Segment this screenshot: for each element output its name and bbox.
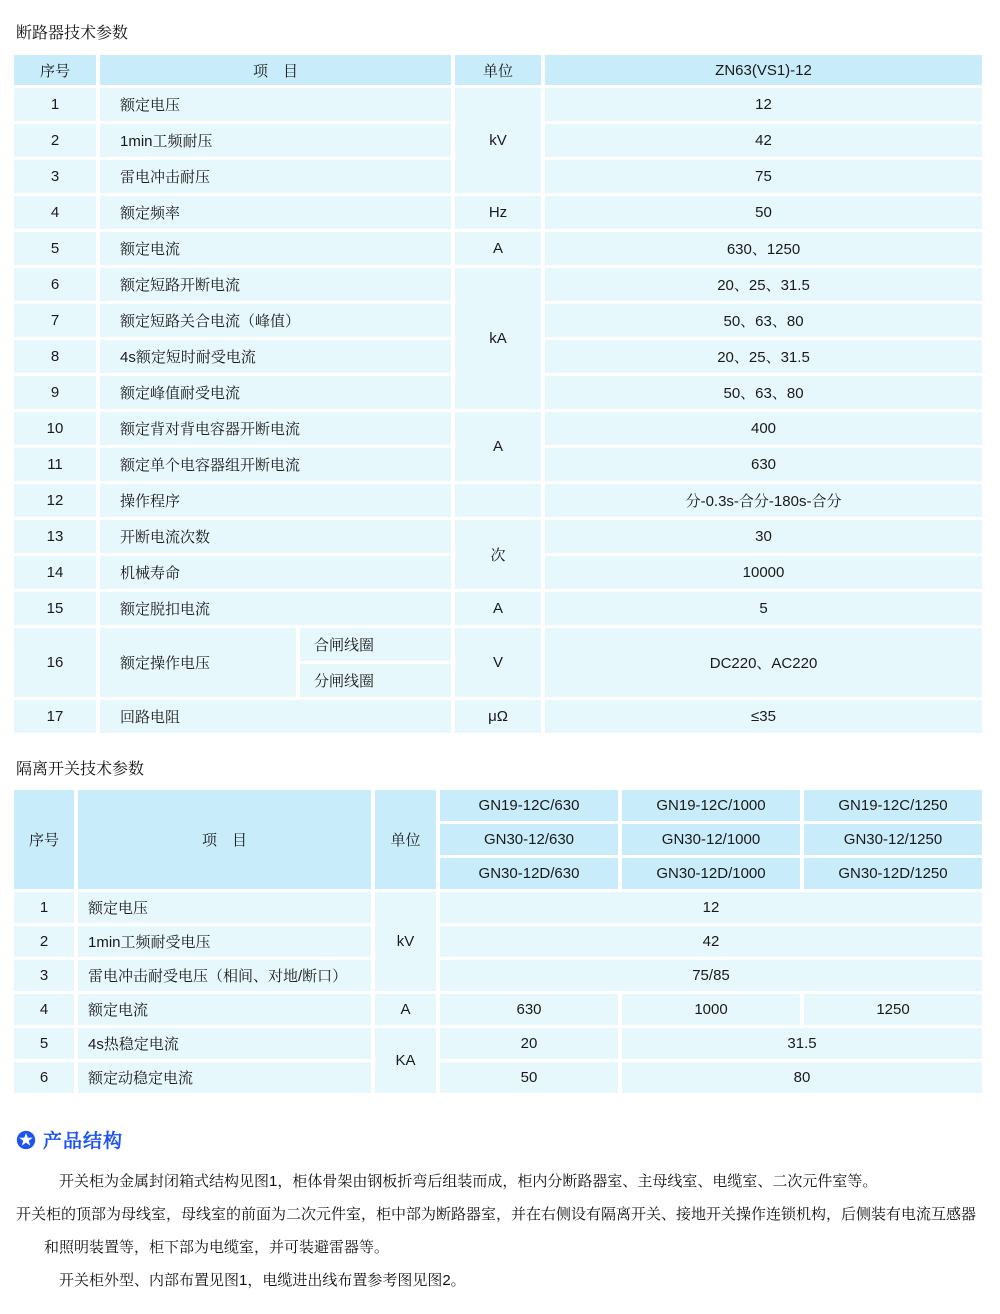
- cell-value: 80: [622, 1062, 986, 1096]
- product-structure-heading: [16, 1126, 986, 1153]
- cell-item: 额定脱扣电流: [100, 592, 455, 628]
- table-row: [14, 892, 986, 926]
- cell-no: 6: [14, 268, 100, 304]
- paragraph: 开关柜为金属封闭箱式结构见图1，柜体骨架由钢板折弯后组装而成，柜内分断路器室、主母线室、电缆室、二次元件室等。: [59, 1173, 878, 1190]
- cell-item: 机械寿命: [100, 556, 455, 592]
- cell-value: ≤35: [545, 700, 986, 736]
- header-model: GN30-12/1250: [804, 824, 986, 858]
- breaker-params-table: [14, 55, 986, 736]
- cell-no: 16: [14, 628, 100, 700]
- cell-item: 额定电流: [100, 232, 455, 268]
- cell-value: 50、63、80: [545, 376, 986, 412]
- cell-value: 12: [545, 88, 986, 124]
- cell-unit: [455, 484, 545, 520]
- cell-unit: A: [455, 592, 545, 628]
- table-row: [14, 88, 986, 124]
- breaker-table-title: 断路器技术参数: [16, 25, 129, 42]
- header-no: 序号: [14, 55, 100, 88]
- header-model: GN30-12/630: [440, 824, 622, 858]
- table-row: [14, 960, 986, 994]
- cell-unit: A: [455, 412, 545, 484]
- header-model: GN30-12/1000: [622, 824, 804, 858]
- table-row: [14, 1062, 986, 1096]
- cell-item: 开断电流次数: [100, 520, 455, 556]
- cell-item: 额定电压: [78, 892, 375, 926]
- cell-no: 4: [14, 994, 78, 1028]
- cell-unit: KA: [375, 1028, 440, 1096]
- cell-value: 31.5: [622, 1028, 986, 1062]
- cell-item: 额定电压: [100, 88, 455, 124]
- header-item: 项 目: [100, 55, 455, 88]
- cell-unit: kV: [455, 88, 545, 196]
- table-row: [14, 994, 986, 1028]
- cell-item: 雷电冲击耐压: [100, 160, 455, 196]
- cell-value: 20: [440, 1028, 622, 1062]
- cell-unit: V: [455, 628, 545, 700]
- cell-item: 1min工频耐受电压: [78, 926, 375, 960]
- cell-no: 4: [14, 196, 100, 232]
- disconnector-table-title: 隔离开关技术参数: [16, 761, 145, 778]
- cell-no: 13: [14, 520, 100, 556]
- header-model: GN30-12D/630: [440, 858, 622, 892]
- cell-item: 回路电阻: [100, 700, 455, 736]
- cell-item: 额定操作电压: [100, 628, 300, 700]
- cell-unit: kA: [455, 268, 545, 412]
- cell-value: 50: [440, 1062, 622, 1096]
- cell-no: 3: [14, 960, 78, 994]
- cell-value: 1250: [804, 994, 986, 1028]
- cell-no: 6: [14, 1062, 78, 1096]
- product-structure-text: [14, 1165, 986, 1297]
- cell-value: 50、63、80: [545, 304, 986, 340]
- header-no: 序号: [14, 790, 78, 892]
- table-row: [14, 520, 986, 556]
- cell-no: 5: [14, 1028, 78, 1062]
- cell-value: 630: [440, 994, 622, 1028]
- paragraph: 开关柜外型、内部布置见图1，电缆进出线布置参考图见图2。: [59, 1272, 466, 1289]
- cell-value: 42: [440, 926, 986, 960]
- header-model: GN19-12C/630: [440, 790, 622, 824]
- table-header-row: [14, 790, 986, 824]
- cell-unit: A: [375, 994, 440, 1028]
- cell-no: 9: [14, 376, 100, 412]
- cell-item: 4s热稳定电流: [78, 1028, 375, 1062]
- cell-no: 10: [14, 412, 100, 448]
- table-row: [14, 268, 986, 304]
- cell-no: 12: [14, 484, 100, 520]
- cell-no: 17: [14, 700, 100, 736]
- cell-item: 额定背对背电容器开断电流: [100, 412, 455, 448]
- table-row: [14, 196, 986, 232]
- header-unit: 单位: [455, 55, 545, 88]
- cell-no: 11: [14, 448, 100, 484]
- cell-no: 15: [14, 592, 100, 628]
- cell-unit: Hz: [455, 196, 545, 232]
- cell-subitem-bottom: 分闸线圈: [300, 664, 455, 700]
- header-item: 项 目: [78, 790, 375, 892]
- cell-unit: A: [455, 232, 545, 268]
- cell-value: 20、25、31.5: [545, 340, 986, 376]
- cell-value: 分-0.3s-合分-180s-合分: [545, 484, 986, 520]
- cell-item: 额定单个电容器组开断电流: [100, 448, 455, 484]
- table-row: [14, 926, 986, 960]
- header-model: GN30-12D/1250: [804, 858, 986, 892]
- cell-no: 7: [14, 304, 100, 340]
- cell-item: 1min工频耐压: [100, 124, 455, 160]
- header-unit: 单位: [375, 790, 440, 892]
- cell-value: 75/85: [440, 960, 986, 994]
- cell-value: 50: [545, 196, 986, 232]
- table-row: [14, 1028, 986, 1062]
- cell-value: 630、1250: [545, 232, 986, 268]
- star-in-circle-icon: [16, 1130, 36, 1150]
- product-structure-title: 产品结构: [43, 1131, 124, 1152]
- table-row: [14, 592, 986, 628]
- paragraph: 开关柜的顶部为母线室，母线室的前面为二次元件室，柜中部为断路器室，并在右侧设有隔离开关、接地开关操作连锁机构，后侧装有电流互感器和照明装置等，柜下部为电缆室，并可装避雷器等。: [16, 1206, 977, 1256]
- cell-item: 额定电流: [78, 994, 375, 1028]
- table-row: [14, 232, 986, 268]
- cell-item: 额定动稳定电流: [78, 1062, 375, 1096]
- header-model: GN19-12C/1000: [622, 790, 804, 824]
- cell-value: 5: [545, 592, 986, 628]
- cell-unit: μΩ: [455, 700, 545, 736]
- cell-no: 14: [14, 556, 100, 592]
- cell-item: 操作程序: [100, 484, 455, 520]
- table-header-row: [14, 55, 986, 88]
- table-row: [14, 628, 986, 664]
- cell-no: 5: [14, 232, 100, 268]
- cell-no: 8: [14, 340, 100, 376]
- cell-value: DC220、AC220: [545, 628, 986, 700]
- cell-value: 1000: [622, 994, 804, 1028]
- cell-no: 1: [14, 88, 100, 124]
- cell-unit: 次: [455, 520, 545, 592]
- cell-value: 42: [545, 124, 986, 160]
- cell-item: 额定频率: [100, 196, 455, 232]
- cell-value: 400: [545, 412, 986, 448]
- cell-no: 2: [14, 926, 78, 960]
- cell-subitem-top: 合闸线圈: [300, 628, 455, 664]
- cell-item: 额定短路关合电流（峰值）: [100, 304, 455, 340]
- table-row: [14, 412, 986, 448]
- disconnector-params-table: [14, 790, 986, 1096]
- cell-no: 1: [14, 892, 78, 926]
- cell-value: 75: [545, 160, 986, 196]
- cell-no: 2: [14, 124, 100, 160]
- cell-value: 12: [440, 892, 986, 926]
- cell-value: 20、25、31.5: [545, 268, 986, 304]
- cell-value: 10000: [545, 556, 986, 592]
- cell-item: 额定峰值耐受电流: [100, 376, 455, 412]
- table-row: [14, 484, 986, 520]
- cell-no: 3: [14, 160, 100, 196]
- cell-value: 630: [545, 448, 986, 484]
- cell-item: 4s额定短时耐受电流: [100, 340, 455, 376]
- cell-value: 30: [545, 520, 986, 556]
- header-model: GN19-12C/1250: [804, 790, 986, 824]
- cell-item: 额定短路开断电流: [100, 268, 455, 304]
- cell-item: 雷电冲击耐受电压（相间、对地/断口）: [78, 960, 375, 994]
- cell-unit: kV: [375, 892, 440, 994]
- header-model: ZN63(VS1)-12: [545, 55, 986, 88]
- header-model: GN30-12D/1000: [622, 858, 804, 892]
- table-row: [14, 700, 986, 736]
